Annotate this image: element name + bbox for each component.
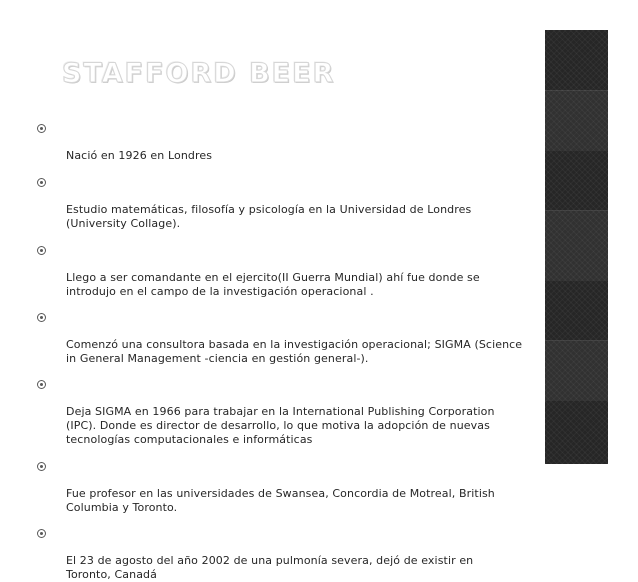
bullet-text: Nació en 1926 en Londres	[66, 149, 213, 162]
bullet-text: Estudio matemáticas, filosofía y psicología en la Universidad de Londres (University Collage).	[66, 203, 472, 230]
decorative-side-panel	[545, 30, 608, 464]
side-panel-band	[545, 210, 608, 281]
side-panel-band	[545, 340, 608, 401]
bullet-text: Fue profesor en las universidades de Swansea, Concordia de Motreal, British Columbia y Toronto.	[66, 487, 495, 514]
circle-bullet-icon	[37, 246, 46, 255]
bullet-text: Comenzó una consultora basada en la investigación operacional; SIGMA (Science in General Management -ciencia en gestión general-).	[66, 338, 523, 365]
bullet-item	[37, 459, 537, 515]
side-panel-band	[545, 90, 608, 151]
circle-bullet-icon	[37, 380, 46, 389]
bullet-text: Deja SIGMA en 1966 para trabajar en la International Publishing Corporation (IPC). Donde es director de desarrollo, lo que motiva la adopción de nuevas tecnologías computacionales e informáticas	[66, 405, 495, 446]
slide-title: STAFFORD BEER	[62, 58, 336, 89]
bullet-item	[37, 243, 537, 299]
bullet-item	[37, 526, 537, 582]
bullet-list	[37, 121, 537, 582]
bullet-text: El 23 de agosto del año 2002 de una pulmonía severa, dejó de existir en Toronto, Canadá	[66, 554, 474, 581]
bullet-item	[37, 175, 537, 231]
bullet-item	[37, 121, 537, 163]
bullet-text: Llego a ser comandante en el ejercito(II Guerra Mundial) ahí fue donde se introdujo en el campo de la investigación operacional .	[66, 271, 480, 298]
circle-bullet-icon	[37, 529, 46, 538]
circle-bullet-icon	[37, 462, 46, 471]
circle-bullet-icon	[37, 313, 46, 322]
bullet-item	[37, 377, 537, 447]
circle-bullet-icon	[37, 178, 46, 187]
circle-bullet-icon	[37, 124, 46, 133]
bullet-item	[37, 310, 537, 366]
